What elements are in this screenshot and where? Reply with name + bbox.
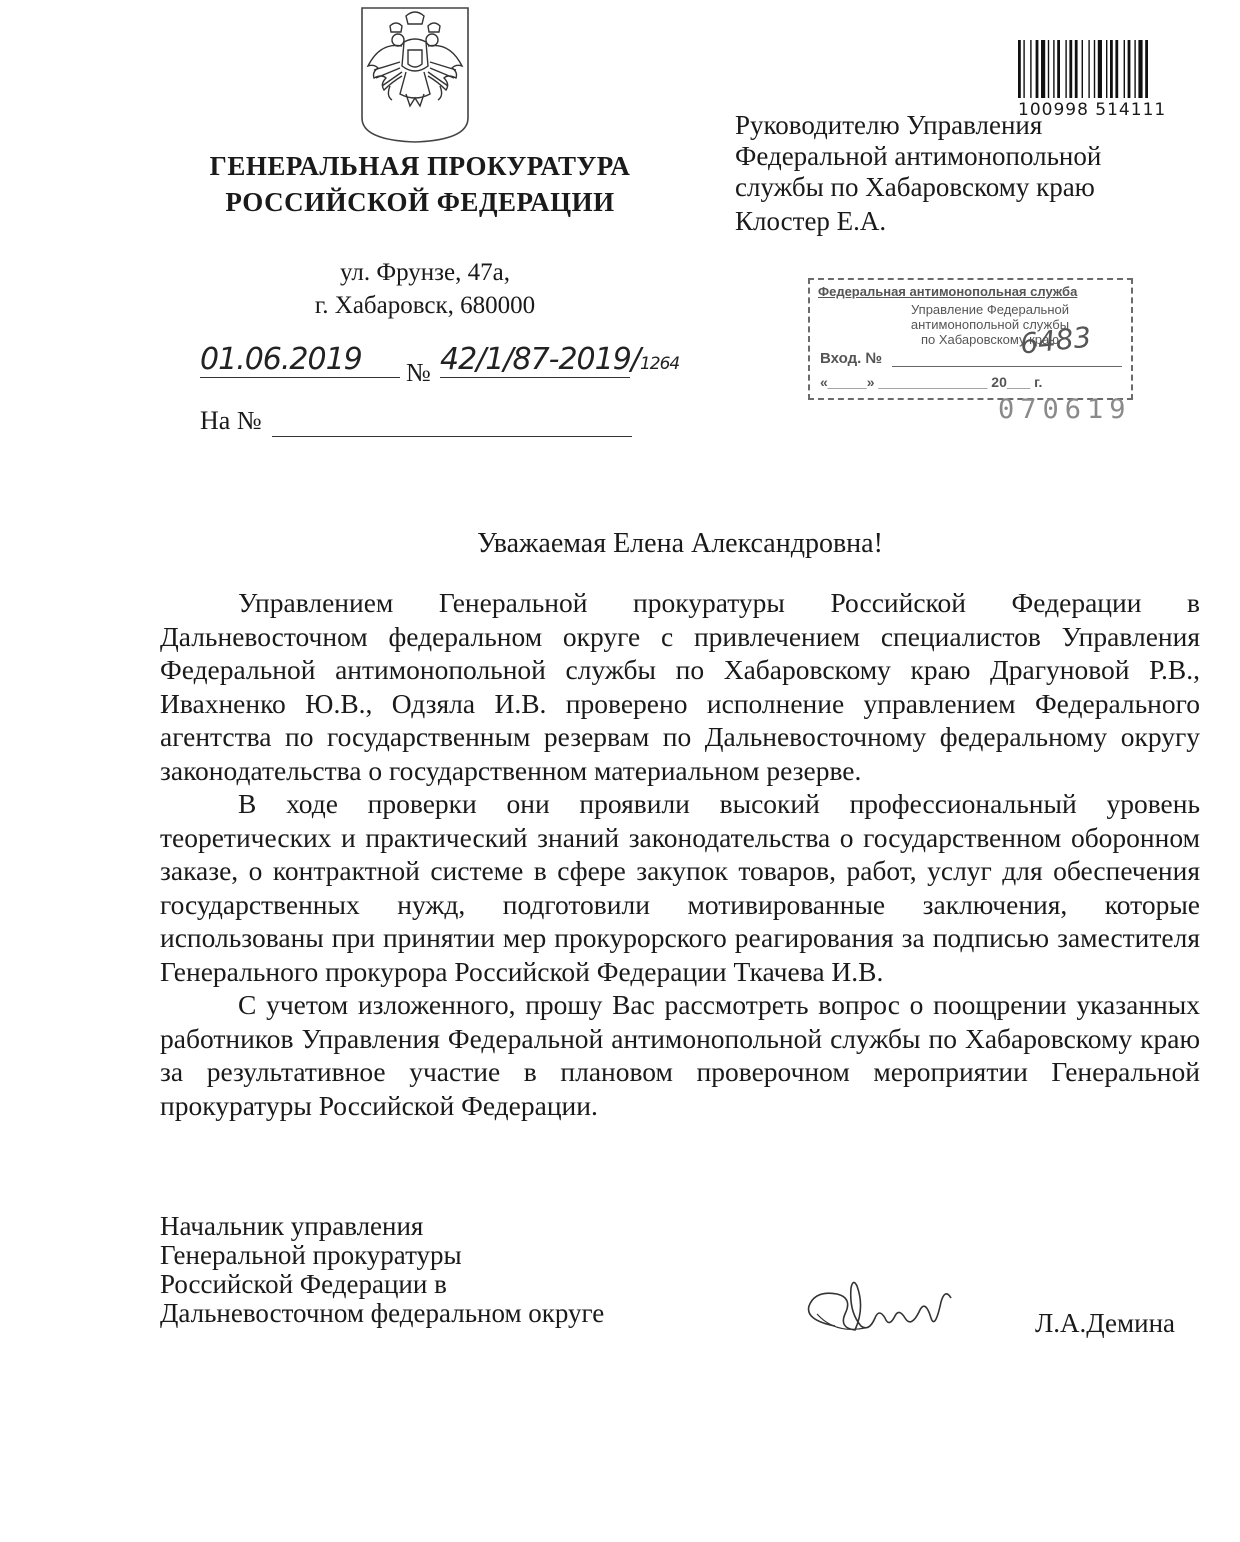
stamp-line-4: по Хабаровскому краю [920,332,1060,347]
barcode-bar [1106,40,1107,98]
signer-name: Л.А.Демина [1035,1308,1176,1338]
organization-name [190,148,650,220]
paragraph-3: С учетом изложенного, прошу Вас рассмотреть вопрос о поощрении указанных работников Управления Федеральной антимонопольной службы по Хабаровскому краю за результативное участие в плановом проверочном мероприятии Генеральной прокуратуры Российской Федерации. [160,989,1200,1121]
barcode-icon [1016,40,1186,100]
barcode-bar [1030,40,1031,98]
org-line-2: РОССИЙСКОЙ ФЕДЕРАЦИИ [225,187,615,217]
barcode-bar [1023,40,1024,98]
barcode-bar [1075,40,1078,98]
barcode-bar [1128,40,1131,98]
recipient-line-2: Федеральной антимонопольной [735,141,1102,171]
reply-to-line [200,400,640,440]
outgoing-number [440,342,680,378]
stamp-received-date: 070619 [998,394,1132,425]
reply-value [272,436,632,437]
barcode-bar [1048,40,1049,98]
recipient-line-3: службы по Хабаровскому краю [735,172,1095,202]
barcode-bar [1098,40,1102,98]
barcode-bar [1134,40,1135,98]
paragraph-2: В ходе проверки они проявили высокий профессиональный уровень теоретических и практический знаний законодательства о государственном оборонном заказе, о контрактной системе в сфере закупок товаров, работ, услуг для обеспечения государственных нужд, подготовили мотивированные заключения, которые использованы при принятии мер прокурорского реагирования за подписью заместителя Генерального прокурора Российской Федерации Ткачева И.В. [160,788,1200,987]
recipient-name: Клостер Е.А. [735,206,887,236]
barcode-bar [1018,40,1021,98]
org-line-1: ГЕНЕРАЛЬНАЯ ПРОКУРАТУРА [209,151,631,181]
barcode-bar [1082,40,1083,98]
signatory-title-line-2: Генеральной прокуратуры [160,1240,462,1270]
sender-address [260,256,590,322]
paragraph-1: Управлением Генеральной прокуратуры Российской Федерации в Дальневосточном федеральном округе с привлечением специалистов Управления Федеральной антимонопольной службы по Хабаровскому краю Драгуновой Р.В., Ивахненко Ю.В., Одзяла И.В. проверено исполнение управлением Федерального агентства по государственным резервам по Дальневосточному федеральному округу законодательства о государственном материальном резерве. [160,587,1200,786]
stamp-line-1: Федеральная антимонопольная служба [818,284,1078,299]
outgoing-number-main: 42/1/87-2019/ [440,342,640,377]
coat-of-arms-icon [360,6,470,144]
barcode-bar [1115,40,1118,98]
barcode-bar [1138,40,1142,98]
outgoing-number-suffix: 1264 [639,354,680,374]
barcode-bar [1053,40,1054,98]
letter-body [160,586,1200,1122]
stamp-line-2: Управление Федеральной [910,302,1069,317]
signatory-title-line-1: Начальник управления [160,1211,424,1241]
outgoing-date: 01.06.2019 [200,342,400,378]
address-line-1: ул. Фрунзе, 47а, [340,259,510,286]
incoming-stamp [808,278,1133,400]
stamp-date-line: «_____» ______________ 20___ г. [820,374,1043,390]
stamp-incoming-label: Вход. № [820,350,883,367]
barcode-bar [1124,40,1125,98]
address-line-2: г. Хабаровск, 680000 [314,292,536,319]
signatory-title-line-3: Российской Федерации в [160,1269,447,1299]
barcode-bar [1069,40,1072,98]
handwritten-signature-icon [795,1268,965,1348]
signatory-title-line-4: Дальневосточном федеральном округе [160,1298,605,1328]
recipient-block [735,110,1155,203]
barcode-number: 100998 514111 [1018,100,1167,120]
barcode-bar [1145,40,1148,98]
number-sign: № [406,358,431,387]
signatory-title [160,1212,680,1328]
registration-line [200,342,680,387]
recipient-line-1: Руководителю Управления [735,110,1043,140]
greeting: Уважаемая Елена Александровна! [477,528,883,559]
barcode-bar [1041,40,1045,98]
barcode-bar [1110,40,1113,98]
barcode-bar [1094,40,1095,98]
barcode-bar [1088,40,1089,98]
reply-label: На № [200,406,262,435]
stamp-line-3: антимонопольной службы [910,317,1070,332]
stamp-incoming-value: 6483 [1018,320,1093,361]
barcode-bar [1036,40,1039,98]
stamp-incoming-line [892,366,1122,367]
barcode-bar [1065,40,1066,98]
barcode-bar [1057,40,1060,98]
